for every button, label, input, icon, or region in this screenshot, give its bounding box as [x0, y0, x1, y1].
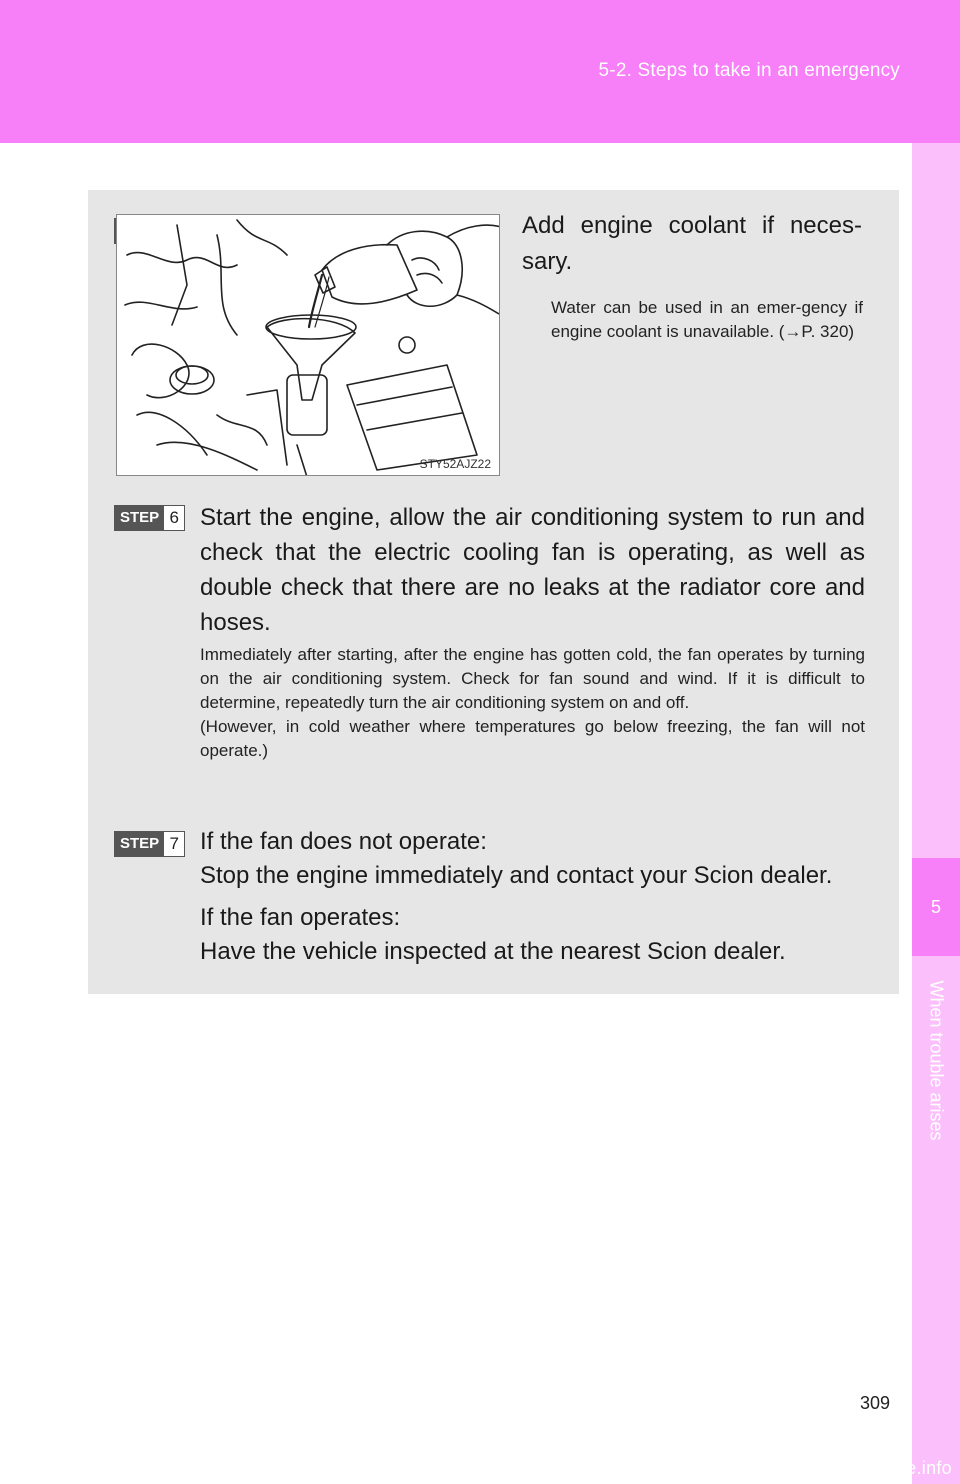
- step-5-note: Water can be used in an emer-gency if engine coolant is unavailable. (→P. 320): [551, 298, 863, 341]
- step-7-line: If the fan operates:: [200, 904, 401, 931]
- page-header: [0, 0, 960, 143]
- step-6-note-line: (However, in cold weather where temperatures go below freezing, the fan will not operate.): [200, 717, 865, 760]
- step-7-badge: [114, 831, 185, 857]
- figure-code: STY52AJZ22: [419, 457, 491, 471]
- watermark: carmanualsonline.info: [770, 1458, 952, 1478]
- chapter-label: When trouble arises: [926, 980, 947, 1141]
- step-6-note: [200, 643, 865, 763]
- section-title: 5-2. Steps to take in an emergency: [598, 60, 900, 81]
- step-6-badge: [114, 505, 185, 531]
- step-7-instruction: [200, 825, 900, 969]
- page-number: 309: [859, 1393, 890, 1413]
- step-7-line: Have the vehicle inspected at the nearest Scion dealer.: [200, 938, 786, 965]
- step-word: STEP: [115, 832, 164, 856]
- engine-coolant-drawing: [117, 215, 500, 476]
- step-7-line: If the fan does not operate:: [200, 828, 487, 855]
- step-6-note-line: Immediately after starting, after the engine has gotten cold, the fan operates by turning on the air conditioning system. Check for fan sound and wind. If it is difficult to determine, repeatedly turn the air conditioning system on and off.: [200, 645, 865, 712]
- coolant-illustration: [116, 214, 500, 476]
- step-5-instruction: Add engine coolant if neces-sary.: [522, 212, 862, 275]
- chapter-number: 5: [912, 858, 960, 956]
- step-word: STEP: [115, 506, 164, 530]
- step-6-instruction: Start the engine, allow the air conditioning system to run and check that the electric cooling fan is operating, as well as double check that there are no leaks at the radiator core and hoses.: [200, 504, 865, 636]
- chapter-side-tab: [912, 143, 960, 1484]
- step-7-line: Stop the engine immediately and contact your Scion dealer.: [200, 862, 833, 889]
- step-number: 6: [164, 506, 184, 530]
- step-number: 7: [164, 832, 184, 856]
